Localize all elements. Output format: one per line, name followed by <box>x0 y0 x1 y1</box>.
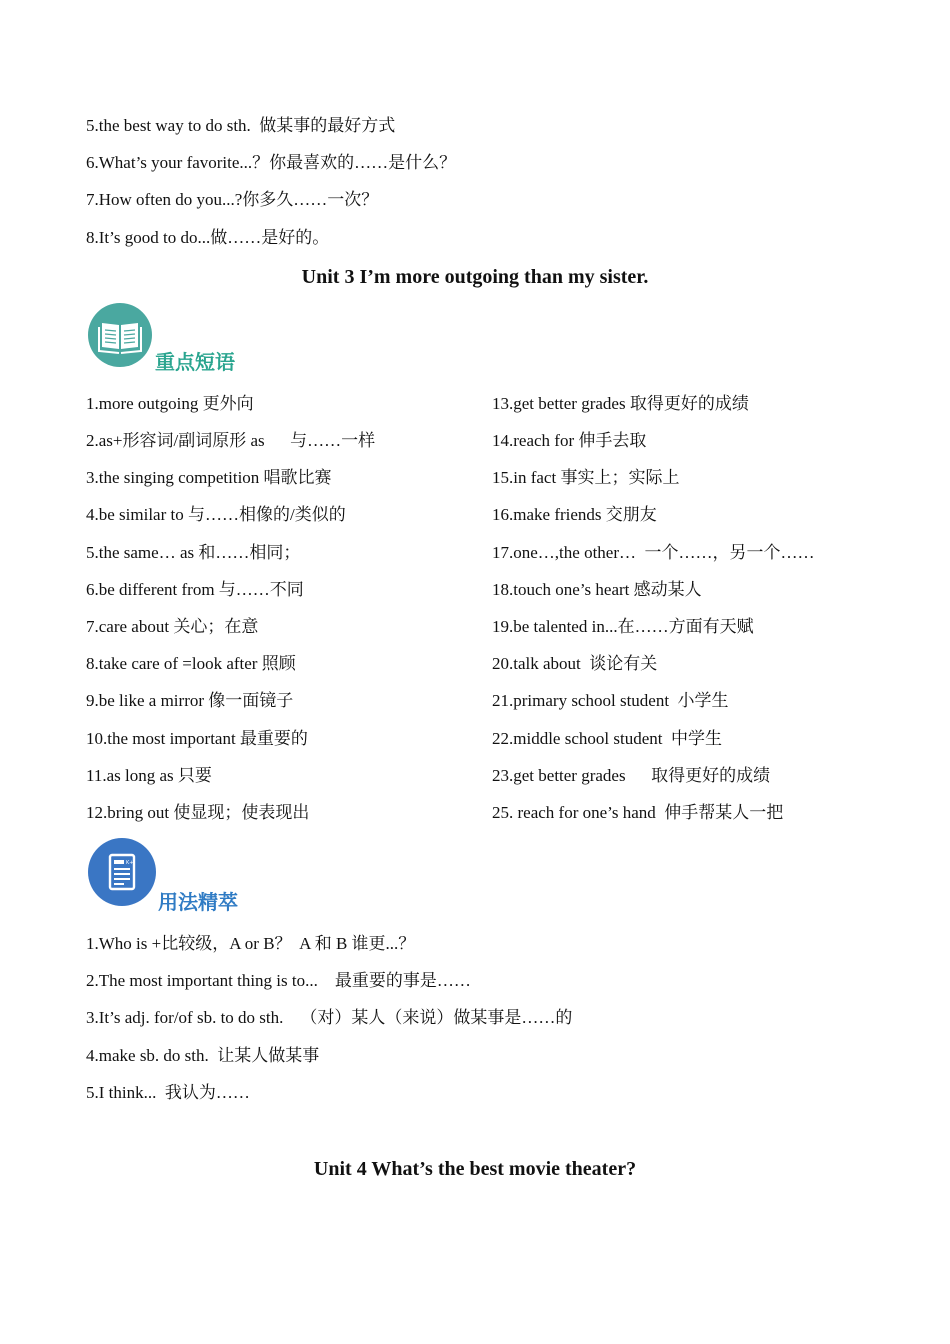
list-item: 5.I think... 我认为…… <box>86 1083 250 1102</box>
list-item: 14.reach for 伸手去取 <box>492 431 647 450</box>
list-item: 8.It’s good to do...做……是好的。 <box>86 228 330 247</box>
list-item: 5.the best way to do sth. 做某事的最好方式 <box>86 116 396 135</box>
list-item: 2.The most important thing is to... 最重要的事是…… <box>86 971 471 990</box>
notepad-icon <box>88 838 156 906</box>
list-item: 7.care about 关心；在意 <box>86 617 259 636</box>
list-item: 19.be talented in...在……方面有天赋 <box>492 617 754 636</box>
usage-label: 用法精萃 <box>158 890 238 914</box>
list-item: 6.What’s your favorite...？你最喜欢的……是什么？ <box>86 153 457 172</box>
list-item: 13.get better grades 取得更好的成绩 <box>492 394 749 413</box>
list-item: 18.touch one’s heart 感动某人 <box>492 580 702 599</box>
list-item: 11.as long as 只要 <box>86 766 212 785</box>
list-item: 6.be different from 与……不同 <box>86 580 304 599</box>
list-item: 17.one…,the other… 一个……，另一个…… <box>492 543 815 562</box>
list-item: 25. reach for one’s hand 伸手帮某人一把 <box>492 803 784 822</box>
list-item: 22.middle school student 中学生 <box>492 729 722 748</box>
list-item: 12.bring out 使显现；使表现出 <box>86 803 310 822</box>
list-item: 16.make friends 交朋友 <box>492 505 657 524</box>
list-item: 1.Who is +比较级，A or B？ A 和 B 谁更...？ <box>86 934 416 953</box>
list-item: 4.be similar to 与……相像的/类似的 <box>86 505 346 524</box>
list-item: 3.the singing competition 唱歌比赛 <box>86 468 332 487</box>
unit4-title: Unit 4 What’s the best movie theater? <box>313 1158 637 1180</box>
book-icon <box>88 303 152 367</box>
phrases-label: 重点短语 <box>155 350 235 374</box>
svg-text:K+: K+ <box>126 860 134 866</box>
list-item: 15.in fact 事实上；实际上 <box>492 468 680 487</box>
unit3-title: Unit 3 I’m more outgoing than my sister. <box>301 266 649 288</box>
list-item: 10.the most important 最重要的 <box>86 729 308 748</box>
list-item: 2.as+形容词/副词原形 as 与……一样 <box>86 431 376 450</box>
list-item: 9.be like a mirror 像一面镜子 <box>86 691 294 710</box>
list-item: 21.primary school student 小学生 <box>492 691 729 710</box>
list-item: 7.How often do you...?你多久……一次？ <box>86 190 379 209</box>
list-item: 1.more outgoing 更外向 <box>86 394 254 413</box>
list-item: 4.make sb. do sth. 让某人做某事 <box>86 1046 320 1065</box>
list-item: 3.It’s adj. for/of sb. to do sth. （对）某人（来说）做某事是……的 <box>86 1008 573 1027</box>
list-item: 20.talk about 谈论有关 <box>492 654 658 673</box>
list-item: 8.take care of =look after 照顾 <box>86 654 296 673</box>
list-item: 5.the same… as 和……相同； <box>86 543 301 562</box>
list-item: 23.get better grades 取得更好的成绩 <box>492 766 771 785</box>
